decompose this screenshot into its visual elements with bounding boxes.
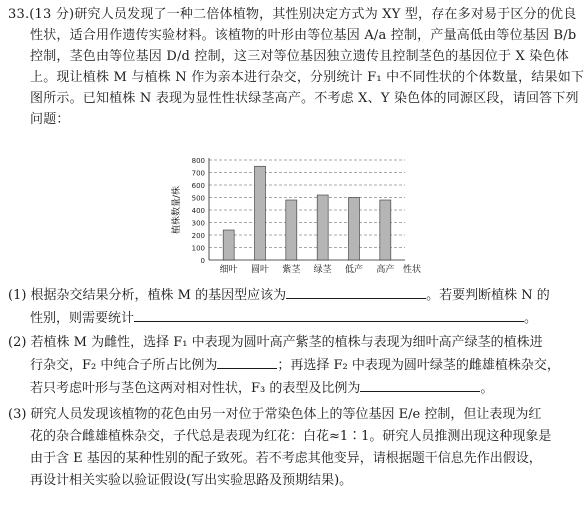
- x-tick-label: 圆叶: [250, 265, 270, 275]
- bar: [317, 195, 328, 260]
- x-tick-label: 高产: [376, 265, 395, 275]
- bar: [380, 200, 391, 260]
- x-axis-label: 性状: [403, 265, 422, 275]
- bar: [286, 200, 297, 260]
- part-3: (3) 研究人员发现该植物的花色由另一对位于常染色体上的等位基因 E/e 控制，但让表现为红 花的杂合雌雄植株杂交，子代总是表现为红花：白花≈1∶1。研究人员推测出现这种现象是 由于含 E 基因的某种性别的配子致死。若不考虑其他变异，请根据题干信息先作出假设， 再设计相关实验以验证假设(写出实验思路及预期结果)。: [8, 407, 552, 488]
- answer-blank[interactable]: [217, 354, 277, 369]
- x-tick-label: 紫茎: [282, 265, 301, 275]
- bar: [223, 230, 234, 260]
- answer-blank[interactable]: [360, 377, 480, 392]
- bar-chart: [165, 152, 422, 282]
- part-1: (1) 根据杂交结果分析，植株 M 的基因型应该为 。若要判断植株 N 的 性别，则需要统计 。: [8, 284, 548, 330]
- question-score: (13 分): [29, 7, 75, 22]
- stem-line: 问题：: [30, 112, 70, 127]
- x-tick-label: 绿茎: [313, 265, 332, 275]
- bar: [255, 166, 266, 260]
- y-tick-label: 800: [191, 157, 205, 165]
- stem-line: 33.(13 分)研究人员发现了一种二倍体植物，其性别决定方式为 XY 型，存在多对易于区分的优良: [8, 7, 577, 22]
- stem-line: 控制，茎色由等位基因 D/d 控制，这三对等位基因独立遗传且控制茎色的基因位于 X 染色体: [30, 49, 569, 64]
- y-tick-label: 200: [191, 232, 205, 240]
- y-tick-label: 700: [191, 169, 205, 178]
- question-stem: [8, 4, 584, 130]
- y-tick-label: 300: [191, 219, 205, 228]
- y-tick-label: 500: [191, 194, 205, 203]
- part-2: (2) 若植株 M 为雌性，选择 F₁ 中表现为圆叶高产紫茎的植株与表现为细叶高产绿茎的植株进 行杂交，F₂ 中纯合子所占比例为 ；再选择 F₂ 中表现为圆叶绿茎的雌雄植株杂交， 若只考虑叶形与茎色这两对相对性状，F₃ 的表型及比例为 。: [8, 335, 560, 396]
- answer-blank[interactable]: [134, 307, 524, 322]
- y-tick-label: 400: [191, 207, 205, 215]
- bar: [349, 198, 360, 261]
- answer-blank[interactable]: [286, 284, 426, 299]
- y-axis-label: 植株数量/株: [172, 185, 182, 235]
- stem-line: 性状，适合用作遗传实验材料。该植物的叶形由等位基因 A/a 控制，产量高低由等位基因 B/b: [30, 28, 577, 43]
- y-tick-label: 600: [191, 182, 205, 190]
- x-tick-label: 低产: [344, 265, 364, 275]
- y-tick-label: 100: [191, 244, 205, 253]
- stem-line: 上。现让植株 M 与植株 N 作为亲本进行杂交，分别统计 F₁ 中不同性状的个体数量，结果如下: [30, 70, 584, 85]
- x-tick-label: 细叶: [219, 265, 238, 275]
- y-tick-label: 0: [200, 257, 205, 265]
- stem-line: 图所示。已知植株 N 表现为显性性状绿茎高产。不考虑 X、Y 染色体的同源区段，请回答下列: [30, 91, 579, 106]
- question-number: 33.: [8, 7, 30, 22]
